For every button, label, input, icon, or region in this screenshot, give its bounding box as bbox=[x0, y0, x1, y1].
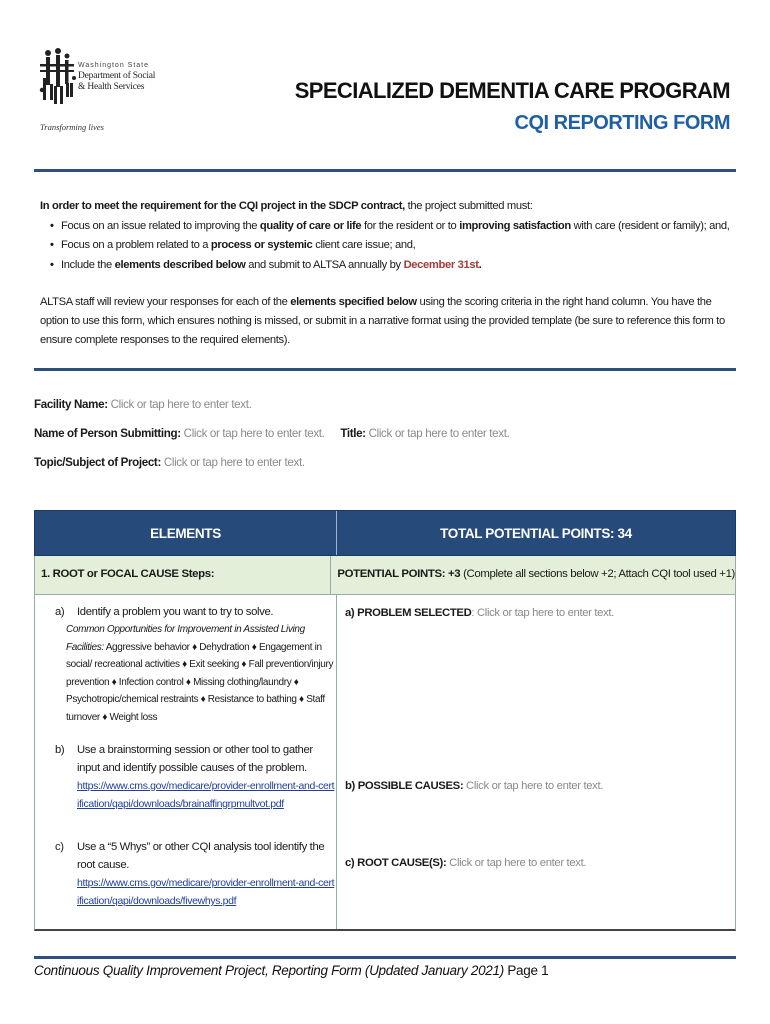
due-date: December 31st bbox=[403, 258, 479, 271]
possible-causes-label: b) POSSIBLE CAUSES: bbox=[345, 780, 464, 792]
footer-title: Continuous Quality Improvement Project, Reporting Form (Updated January 2021) bbox=[34, 963, 504, 978]
five-whys-tool-link[interactable]: https://www.cms.gov/medicare/provider-enrollment-and-certification/qapi/downloads/fivewhys.pdf bbox=[77, 877, 335, 907]
intro-lead bbox=[40, 197, 735, 217]
req1-text: Focus on an issue related to improving the bbox=[61, 219, 260, 232]
topic-input[interactable]: Click or tap here to enter text. bbox=[163, 456, 305, 469]
req2-text: Focus on a problem related to a bbox=[61, 239, 211, 251]
para-bold: elements specified below bbox=[290, 296, 417, 308]
brainstorming-tool-link[interactable]: https://www.cms.gov/medicare/provider-enrollment-and-certification/qapi/downloads/brainaffingrpmultvot.pdf bbox=[77, 780, 335, 810]
item-b-marker: b) bbox=[55, 744, 65, 756]
page-number: Page 1 bbox=[503, 963, 549, 978]
topic-label: Topic/Subject of Project: bbox=[34, 456, 161, 469]
section-row bbox=[34, 556, 736, 595]
elements-header: ELEMENTS bbox=[35, 511, 337, 555]
requirement-item bbox=[50, 217, 735, 237]
submitter-name-label: Name of Person Submitting: bbox=[34, 427, 181, 440]
responses-column bbox=[337, 595, 735, 929]
item-c bbox=[55, 838, 335, 910]
section-body bbox=[34, 595, 736, 931]
req3-text: Include the bbox=[61, 258, 115, 271]
requirement-list bbox=[40, 217, 735, 276]
facility-name-label: Facility Name: bbox=[34, 398, 108, 411]
section-points-rest: (Complete all sections below +2; Attach CQI tool used +1) bbox=[460, 568, 735, 580]
requirement-item bbox=[50, 236, 735, 256]
item-c-marker: c) bbox=[55, 841, 64, 853]
item-c-text: Use a “5 Whys” or other CQI analysis tool identify the root cause. bbox=[77, 841, 325, 871]
agency-tagline: Transforming lives bbox=[40, 122, 104, 132]
elements-table bbox=[34, 510, 736, 931]
item-a bbox=[55, 603, 335, 726]
section-title: 1. ROOT or FOCAL CAUSE Steps: bbox=[35, 556, 331, 594]
agency-line-1: Department of Social bbox=[78, 71, 156, 81]
submitter-row bbox=[34, 424, 509, 453]
dshs-family-icon bbox=[38, 48, 76, 110]
section-points bbox=[331, 556, 735, 594]
req1-post: with care (resident or family); and, bbox=[570, 219, 730, 232]
requirement-item bbox=[50, 256, 735, 276]
req2-bold: process or systemic bbox=[210, 239, 313, 251]
intro-lead-rest: the project submitted must: bbox=[404, 200, 533, 212]
page-footer bbox=[34, 963, 548, 978]
root-causes-field bbox=[345, 857, 586, 869]
req1-mid: for the resident or to bbox=[361, 219, 460, 232]
submitter-name-input[interactable]: Click or tap here to enter text. bbox=[183, 427, 325, 440]
item-b-text: Use a brainstorming session or other tool to gather input and identify possible causes of the problem. bbox=[77, 744, 313, 774]
item-b bbox=[55, 741, 335, 813]
dshs-logo bbox=[38, 48, 168, 133]
section-points-bold: POTENTIAL POINTS: +3 bbox=[337, 568, 461, 580]
root-causes-label: c) ROOT CAUSE(S): bbox=[345, 857, 447, 869]
req1-bold-2: improving satisfaction bbox=[459, 219, 571, 232]
table-header bbox=[34, 510, 736, 556]
footer-divider bbox=[34, 956, 736, 959]
title-label: Title: bbox=[340, 427, 366, 440]
possible-causes-input[interactable]: Click or tap here to enter text. bbox=[463, 780, 604, 792]
facility-name-row bbox=[34, 395, 509, 424]
item-a-text: Identify a problem you want to try to solve. bbox=[77, 606, 274, 618]
possible-causes-field bbox=[345, 780, 603, 792]
topic-row bbox=[34, 453, 509, 482]
req3-bold: elements described below bbox=[114, 258, 246, 271]
problem-selected-label: a) PROBLEM SELECTED bbox=[345, 607, 472, 619]
intro-requirements bbox=[40, 197, 735, 275]
item-c-link-wrap bbox=[55, 874, 335, 910]
problem-selected-input[interactable]: : Click or tap here to enter text. bbox=[471, 607, 614, 619]
para-post: using the scoring criteria in the right hand column. You have the option to use this form, which ensures nothing is missed, or submit in a narrative format using the provided template (be sure to reference this form to ensure complete responses to the required elements). bbox=[40, 296, 725, 346]
header-divider bbox=[34, 169, 736, 172]
agency-name bbox=[78, 60, 155, 93]
item-a-marker: a) bbox=[55, 606, 65, 618]
intro-lead-bold: In order to meet the requirement for the CQI project in the SDCP contract, bbox=[40, 200, 405, 212]
submission-fields bbox=[34, 395, 509, 482]
review-paragraph bbox=[40, 293, 735, 350]
req3-mid: and submit to ALTSA annually by bbox=[245, 258, 404, 271]
document-title: SPECIALIZED DEMENTIA CARE PROGRAM bbox=[294, 78, 730, 103]
root-causes-input[interactable]: Click or tap here to enter text. bbox=[446, 857, 587, 869]
agency-line-2: & Health Services bbox=[78, 82, 145, 92]
problem-selected-field bbox=[345, 607, 614, 619]
points-header: TOTAL POTENTIAL POINTS: 34 bbox=[440, 525, 632, 541]
document-subtitle: CQI REPORTING FORM bbox=[514, 112, 730, 134]
facility-name-input[interactable]: Click or tap here to enter text. bbox=[110, 398, 252, 411]
para-pre: ALTSA staff will review your responses for each of the bbox=[40, 296, 291, 308]
agency-state: Washington State bbox=[78, 62, 149, 69]
req2-post: client care issue; and, bbox=[312, 239, 416, 251]
item-b-link-wrap bbox=[55, 777, 335, 813]
req1-bold: quality of care or life bbox=[259, 219, 362, 232]
section-divider bbox=[34, 368, 736, 371]
title-input[interactable]: Click or tap here to enter text. bbox=[368, 427, 510, 440]
item-a-examples-list: Aggressive behavior ♦ Dehydration ♦ Engagement in social/ recreational activities ♦ Exit seeking ♦ Fall prevention/injury prevention ♦ Infection control ♦ Missing clothing/laundry ♦ Psychotropic/chemical restraints ♦ Resistance to bathing ♦ Staff turnover ♦ Weight loss bbox=[66, 641, 334, 723]
req3-post: . bbox=[478, 258, 482, 271]
item-a-examples bbox=[55, 621, 335, 726]
elements-column bbox=[35, 595, 337, 929]
item-a-examples-heading: Common Opportunities for Improvement in Assisted Living Facilities: bbox=[66, 624, 305, 653]
